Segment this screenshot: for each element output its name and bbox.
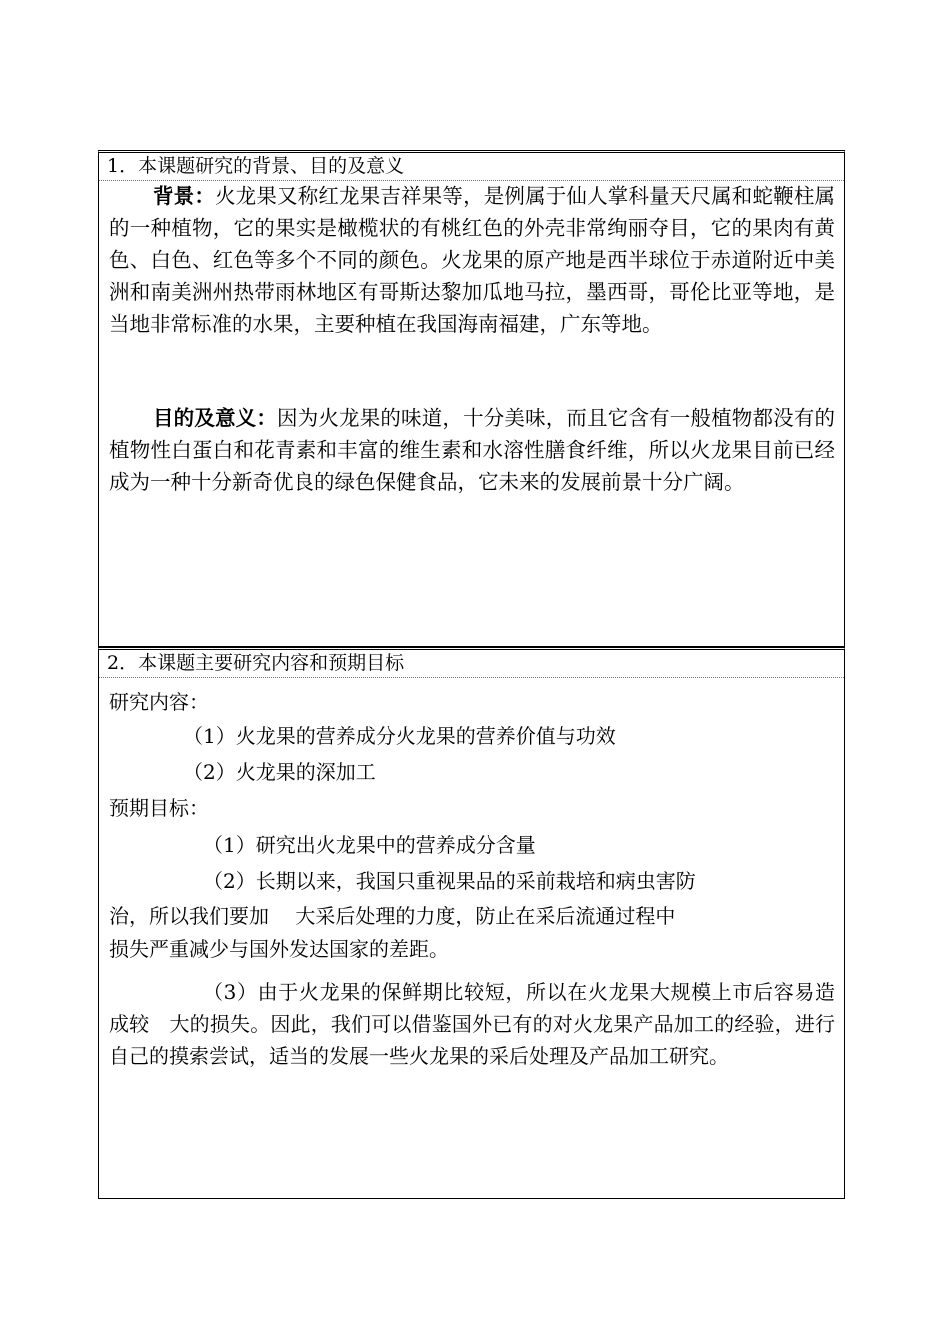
background-label: 背景： [153, 184, 216, 208]
expected-goal-item-2-line-1: （2）长期以来，我国只重视果品的采前栽培和病虫害防 [203, 869, 696, 893]
expected-goal-item-2-line-2: 治，所以我们要加 大采后处理的力度，防止在采后流通过程中 [109, 904, 676, 928]
background-paragraph [109, 180, 835, 340]
section-1-cell [98, 150, 845, 647]
section-2-heading: 2．本课题主要研究内容和预期目标 [99, 650, 844, 678]
research-content-item-2: （2）火龙果的深加工 [183, 760, 376, 784]
expected-goal-item-3: （3）由于火龙果的保鲜期比较短，所以在火龙果大规模上市后容易造成较 大的损失。因此，我们可以借鉴国外已有的对火龙果产品加工的经验，进行自己的摸索尝试，适当的发展一些火龙果的采后处理及产品加工研究。 [109, 980, 835, 1068]
background-text: 火龙果又称红龙果吉祥果等，是例属于仙人掌科量天尺属和蛇鞭柱属的一种植物，它的果实是橄榄状的有桃红色的外壳非常绚丽夺目，它的果肉有黄色、白色、红色等多个不同的颜色。火龙果的原产地是西半球位于赤道附近中美洲和南美洲州热带雨林地区有哥斯达黎加瓜地马拉，墨西哥，哥伦比亚等地，是当地非常标准的水果，主要种植在我国海南福建，广东等地。 [109, 184, 835, 336]
research-content-item-1: （1）火龙果的营养成分火龙果的营养价值与功效 [183, 724, 616, 748]
section-2-cell [98, 647, 845, 1199]
aim-paragraph [109, 402, 835, 498]
research-content-label: 研究内容： [109, 690, 209, 714]
expected-goal-item-2-line-3: 损失严重减少与国外发达国家的差距。 [109, 937, 449, 961]
expected-goals-label: 预期目标： [109, 796, 209, 820]
section-1-heading: 1．本课题研究的背景、目的及意义 [99, 153, 844, 181]
expected-goal-item-1: （1）研究出火龙果中的营养成分含量 [203, 833, 536, 857]
aim-text: 因为火龙果的味道，十分美味，而且它含有一般植物都没有的植物性白蛋白和花青素和丰富的维生素和水溶性膳食纤维，所以火龙果目前已经成为一种十分新奇优良的绿色保健食品，它未来的发展前景十分广阔。 [109, 406, 835, 494]
aim-label: 目的及意义： [153, 406, 278, 430]
